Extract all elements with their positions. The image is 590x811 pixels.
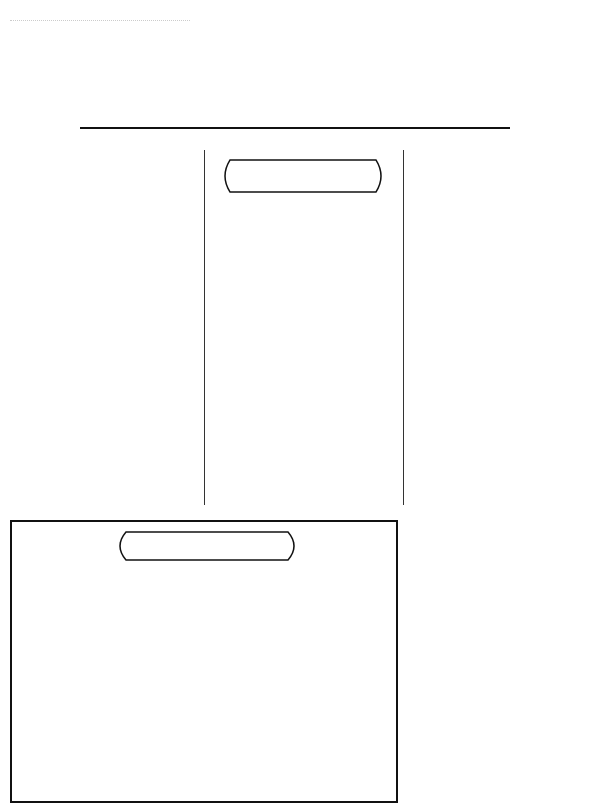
article-column-right <box>410 150 582 510</box>
anecdote-heading-frame <box>112 530 302 562</box>
section-heading <box>410 240 582 258</box>
column-divider <box>403 150 404 505</box>
quoted-line <box>410 196 582 214</box>
quoted-line <box>410 218 582 236</box>
article-column-right-continued <box>410 530 582 800</box>
author-plate-frame <box>218 158 388 194</box>
title-banner <box>70 40 520 140</box>
title-ornament <box>70 40 520 140</box>
couplet-line <box>410 576 582 594</box>
anecdote-box <box>10 520 398 803</box>
anecdote-body <box>20 570 388 780</box>
anecdote-heading <box>112 530 302 562</box>
couplet-line <box>410 554 582 572</box>
quoted-line <box>410 174 582 192</box>
anecdote-paragraph <box>20 570 388 588</box>
article-paragraph <box>10 150 200 168</box>
contributor-credit <box>10 6 190 21</box>
article-paragraph <box>410 530 582 548</box>
column-divider <box>204 150 205 505</box>
article-paragraph <box>410 150 582 168</box>
closing-paragraph <box>410 598 582 616</box>
author-plate <box>218 158 388 194</box>
article-column-left <box>10 150 200 505</box>
anecdote-reference <box>20 781 220 795</box>
article-paragraph <box>207 205 397 223</box>
article-column-middle <box>207 205 397 560</box>
